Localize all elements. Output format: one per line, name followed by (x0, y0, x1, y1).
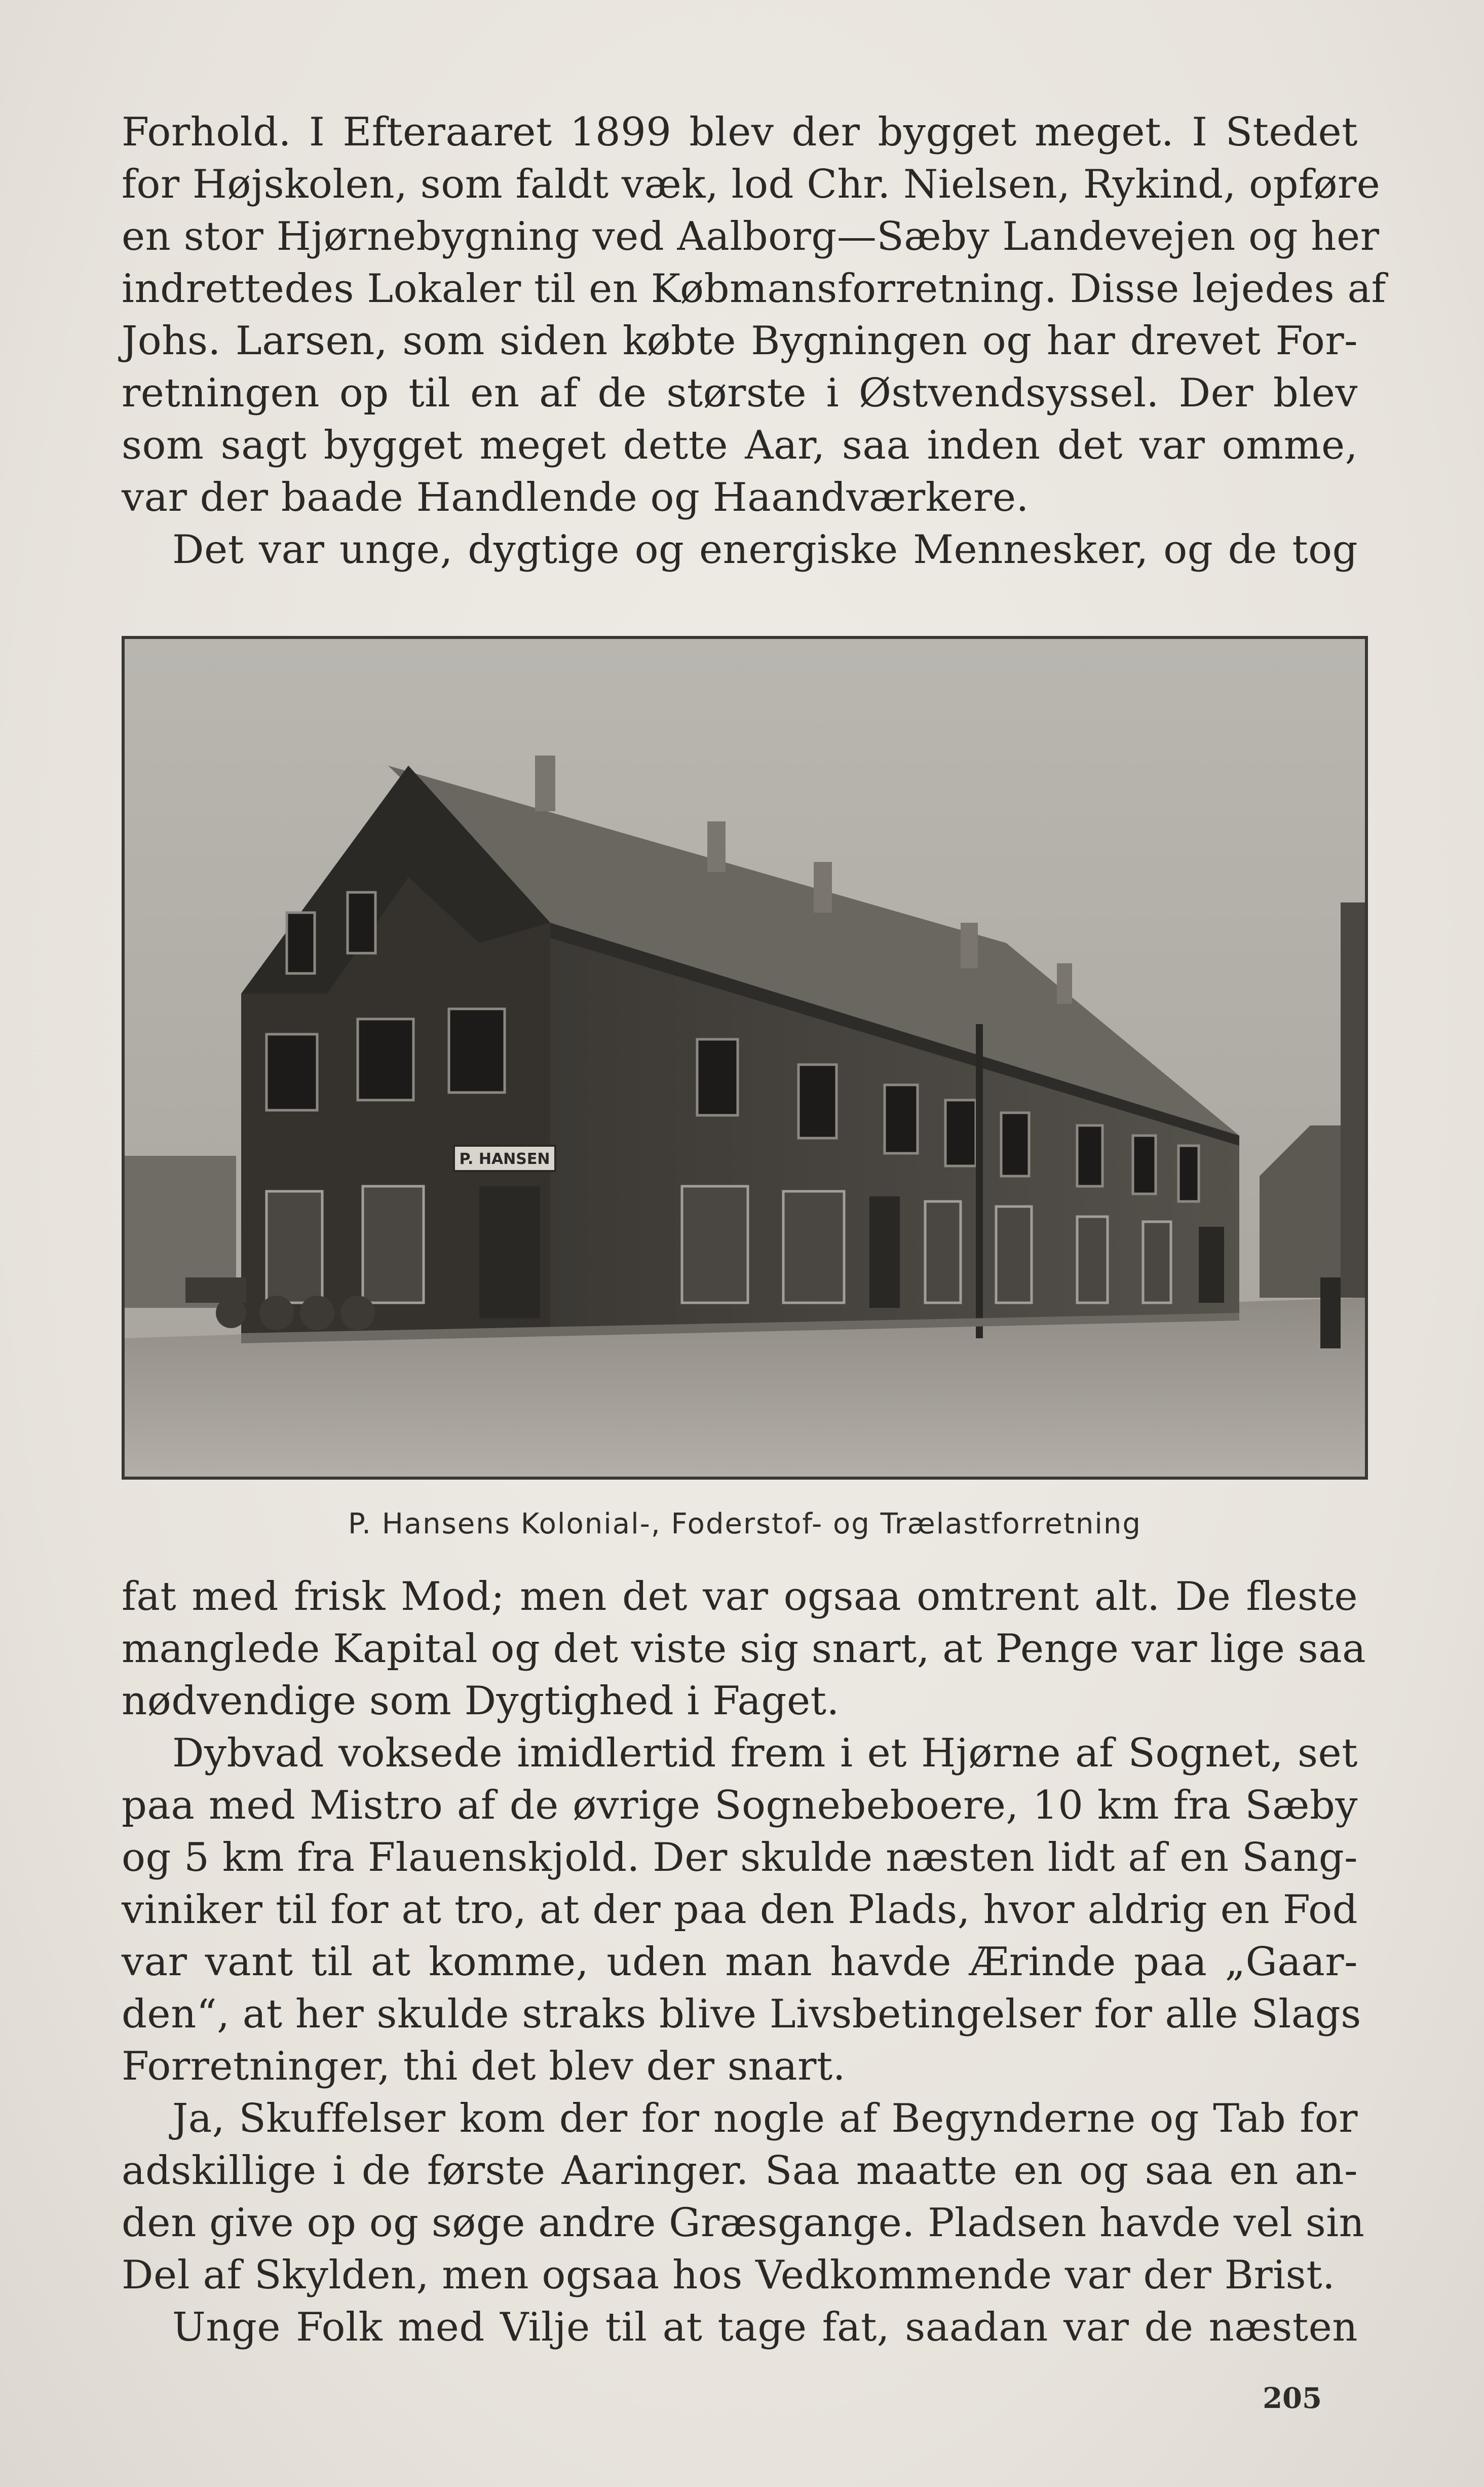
text-line: en stor Hjørnebygning ved Aalborg—Sæby Landevejen og her (122, 214, 1380, 259)
building-photograph (122, 636, 1368, 1480)
text-line: Forhold. I Efteraaret 1899 blev der bygget meget. I Stedet (122, 109, 1358, 155)
paragraph (122, 2093, 1365, 2302)
text-line: indrettedes Lokaler til en Købmansforretning. Disse lejedes af (122, 266, 1386, 312)
paragraph (122, 106, 1386, 524)
text-line: Det var unge, dygtige og energiske Mennesker, og de tog (172, 527, 1358, 573)
text-line: adskillige i de første Aaringer. Saa maatte en og saa en an- (122, 2148, 1358, 2194)
paragraph (122, 2302, 1358, 2354)
page-number: 205 (1263, 2382, 1322, 2415)
text-line: Forretninger, thi det blev der snart. (122, 2044, 846, 2089)
text-line: manglede Kapital og det viste sig snart, at Penge var lige saa (122, 1626, 1366, 1672)
bottom-text-block (122, 1571, 1366, 2354)
text-line: paa med Mistro af de øvrige Sognebeboere, 10 km fra Sæby (122, 1783, 1358, 1828)
text-line: nødvendige som Dygtighed i Faget. (122, 1678, 840, 1724)
top-text-block (122, 106, 1386, 576)
building-photo-illustration (125, 639, 1365, 1477)
text-line: var vant til at komme, uden man havde Ærinde paa „Gaar- (122, 1939, 1358, 1985)
text-line: viniker til for at tro, at der paa den Plads, hvor aldrig en Fod (122, 1887, 1358, 1933)
text-line: som sagt bygget meget dette Aar, saa inden det var omme, (122, 423, 1358, 468)
text-line: fat med frisk Mod; men det var ogsaa omtrent alt. De fleste (122, 1574, 1358, 1619)
text-line: Del af Skylden, men ogsaa hos Vedkommende var der Brist. (122, 2252, 1336, 2298)
text-line: Johs. Larsen, som siden købte Bygningen og har drevet For- (122, 318, 1358, 364)
text-line: retningen op til en af de største i Østvendsyssel. Der blev (122, 370, 1358, 416)
text-line: den“, at her skulde straks blive Livsbetingelser for alle Slags (122, 1991, 1361, 2037)
shop-sign-text: P. HANSEN (459, 1150, 550, 1168)
text-line: for Højskolen, som faldt væk, lod Chr. Nielsen, Rykind, opføre (122, 162, 1381, 207)
paragraph (122, 1727, 1361, 2093)
paragraph (122, 1571, 1366, 1727)
text-line: Dybvad voksede imidlertid frem i et Hjørne af Sognet, set (172, 1730, 1358, 1776)
text-line: den give op og søge andre Græsgange. Pladsen havde vel sin (122, 2200, 1365, 2246)
text-line: Ja, Skuffelser kom der for nogle af Begynderne og Tab for (172, 2096, 1358, 2141)
photo-caption: P. Hansens Kolonial-, Foderstof- og Trælastforretning (348, 1508, 1141, 1540)
text-line: Unge Folk med Vilje til at tage fat, saadan var de næsten (172, 2305, 1358, 2350)
text-line: og 5 km fra Flauenskjold. Der skulde næsten lidt af en Sang- (122, 1835, 1358, 1880)
text-line: var der baade Handlende og Haandværkere. (122, 475, 1029, 520)
paragraph (122, 524, 1358, 576)
